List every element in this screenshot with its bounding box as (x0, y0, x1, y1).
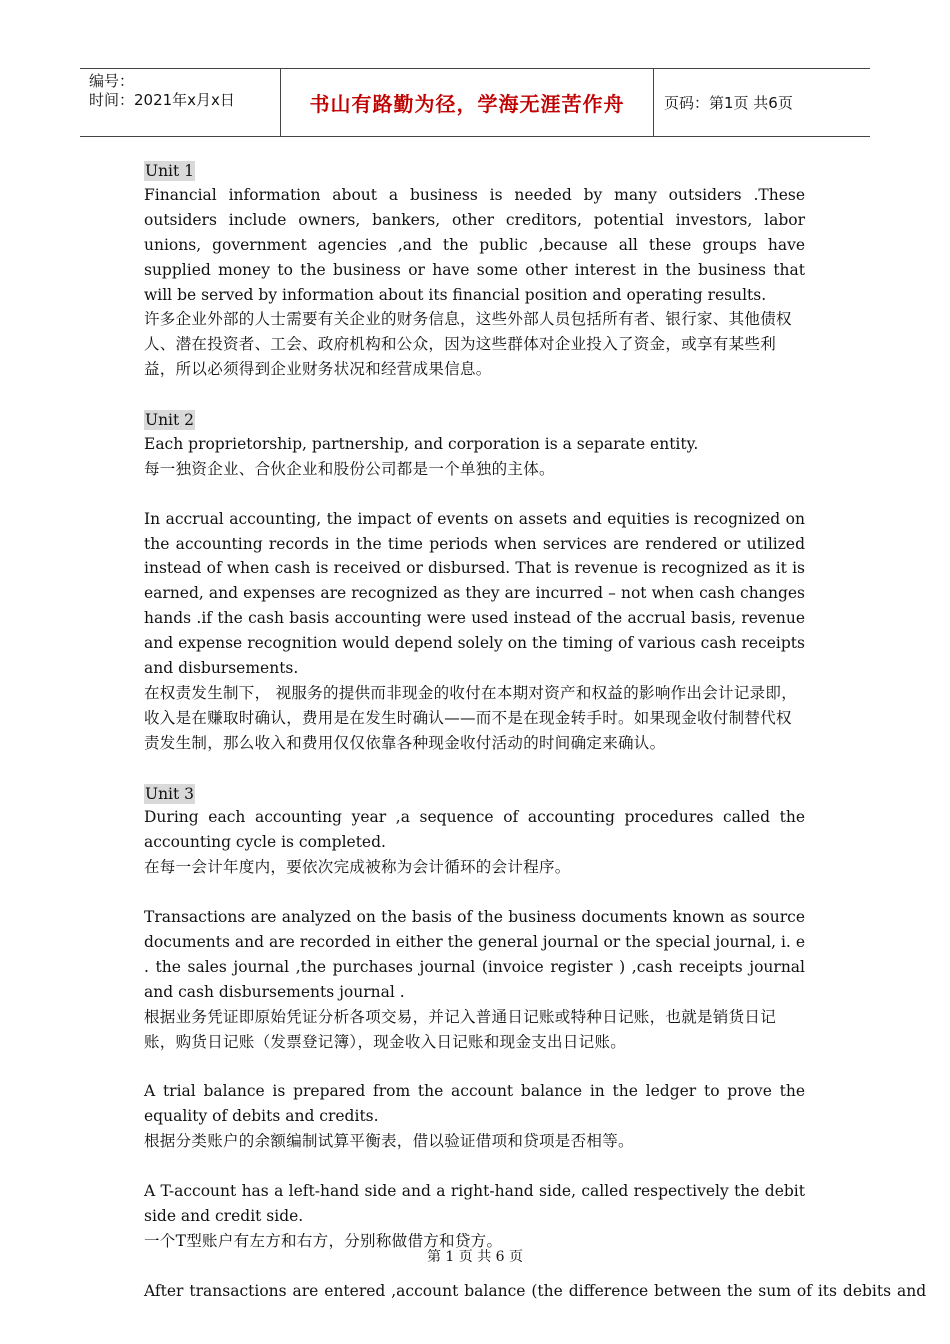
unit-heading-row (144, 781, 805, 806)
chinese-translation: 在每一会计年度内，要依次完成被称为会计循环的会计程序。 (144, 858, 571, 877)
english-paragraph: Each proprietorship, partnership, and corporation is a separate entity. (144, 434, 699, 453)
document-date: 时间：2021年x月x日 (89, 91, 235, 109)
english-paragraph: A T-account has a left-hand side and a right-hand side, called respectively the debit side and credit side. (144, 1182, 805, 1225)
unit-heading: Unit 1 (145, 162, 195, 180)
header-motto: 书山有路勤为径，学海无涯苦作舟 (309, 92, 625, 116)
english-paragraph: During each accounting year ,a sequence of accounting procedures called the accounting cycle is completed. (144, 808, 805, 852)
english-paragraph: Financial information about a business is needed by many outsiders .These outsiders include owners, bankers, other creditors, potential investors, labor unions, government agencies ,and the public ,because all these groups have supplied money to the business or have some other interest in the business that will be served by information about its financial position and operating results. (144, 185, 805, 304)
unit-heading-row (144, 158, 805, 183)
header-meta (80, 69, 281, 136)
document-number-label: 编号： (89, 72, 135, 90)
chinese-translation: 根据业务凭证即原始凭证分析各项交易，并记入普通日记账或特种日记账，也就是销货日记账，购货日记账（发票登记簿），现金收入日记账和现金支出日记账。 (144, 1007, 777, 1051)
chinese-translation: 在权责发生制下， 视服务的提供而非现金的收付在本期对资产和权益的影响作出会计记录即，收入是在赚取时确认，费用是在发生时确认——而不是在现金转手时。如果现金收付制替代权责发生制，那么收入和费用仅仅依靠各种现金收付活动的时间确定来确认。 (144, 683, 798, 752)
english-paragraph: After transactions are entered ,account balance (the difference between the sum of its debits and (144, 1281, 927, 1300)
unit-heading-row (144, 407, 805, 432)
chinese-translation: 每一独资企业、合伙企业和股份公司都是一个单独的主体。 (144, 459, 555, 478)
chinese-translation: 一个T型账户有左方和右方，分别称做借方和贷方。 (144, 1231, 503, 1250)
header-motto-cell (281, 69, 654, 136)
header-page-cell (654, 69, 870, 136)
chinese-translation: 许多企业外部的人士需要有关企业的财务信息，这些外部人员包括所有者、银行家、其他债权人、潜在投资者、工会、政府机构和公众，因为这些群体对企业投入了资金，或享有某些利益，所以必须得到企业财务状况和经营成果信息。 (144, 310, 792, 379)
english-paragraph: Transactions are analyzed on the basis of the business documents known as source documents and are recorded in either the general journal or the special journal, i. e . the sales journal ,the purchases journal (invoice register ) ,cash receipts journal and cash disbursements journal . (144, 908, 805, 1001)
footer-page-number: 第 1 页 共 6 页 (426, 1249, 524, 1265)
chinese-translation: 根据分类账户的余额编制试算平衡表，借以验证借项和贷项是否相等。 (144, 1132, 634, 1151)
page-footer (0, 1246, 950, 1266)
unit-heading: Unit 2 (145, 411, 195, 430)
page-header (80, 68, 870, 137)
document-body (144, 158, 927, 1304)
english-paragraph: A trial balance is prepared from the account balance in the ledger to prove the equality of debits and credits. (144, 1082, 805, 1126)
english-paragraph: In accrual accounting, the impact of events on assets and equities is recognized on the accounting records in the time periods when services are rendered or utilized instead of when cash is received or disbursed. That is revenue is recognized as it is earned, and expenses are recognized as they are incurred – not when cash changes hands .if the cash basis accounting were used instead of the accrual basis, revenue and expense recognition would depend solely on the timing of various cash receipts and disbursements. (144, 509, 805, 678)
header-page-info: 页码：第1页 共6页 (664, 94, 793, 112)
unit-heading: Unit 3 (145, 784, 195, 803)
